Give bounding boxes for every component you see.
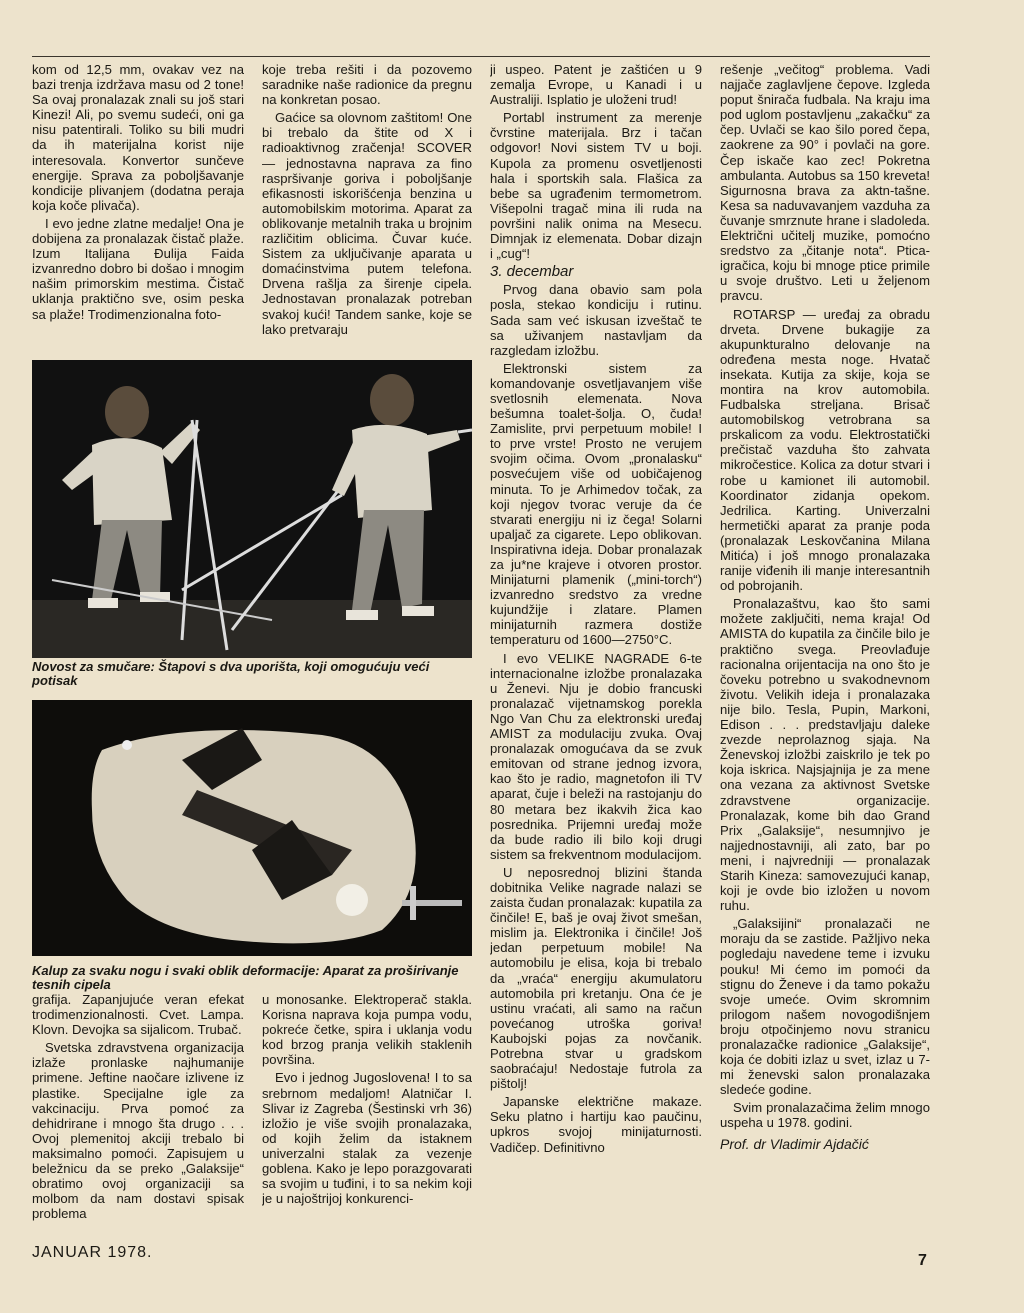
paragraph: I evo VELIKE NAGRADE 6-te internacionalne izložbe pronalazaka u Ženevi. Nju je dobio francuski pronalazač vijetnamskog porekla Ngo Van Chu za elektronski uređaj AMIST za modulaciju zvuka. Ovaj pronalazak omogućava da se zvuk emitovan od strane jednog izvora, kao što je radio, magnetofon ili TV aparat, čuje i beleži na rastojanju do 80 metara bez ikakvih žica kao posrednika. Prijemni uređaj može da bude radio ili bilo koji drugi sistem sa frekventnom modulacijom.	[490, 650, 702, 862]
paragraph: u monosanke. Elektroperač stakla. Korisna naprava koja pumpa vodu, pokreće četke, spira i uklanja vodu kod brzog pranja velikih staklenih površina.	[262, 992, 472, 1068]
paragraph: Elektronski sistem za komandovanje osvetljavanjem više svetlosnih elemenata. Nova bešumna toalet-šolja. O, čuda! Zamislite, prvi perpetuum mobile! I to prve vrste! Prosto ne verujem svojim očima. Ovom „pronalasku“ posvećujem više od uobičajenog minuta. To je Arhimedov točak, za koji njegov tvorac veruje da će stvarati energiju ni iz čega! Solarni upaljač za cigarete. Lepo oblikovan. Inspirativna ideja. Dobar pronalazak za ju*ne krajeve i otvoren prostor. Minijaturni plamenik („mini-torch“) izvanredno sredstvo za vredne kujundžije i zlatare. Plamen minijaturnih razmera dostiže temperaturu od 1600—2750°C.	[490, 360, 702, 648]
paragraph: Prvog dana obavio sam pola posla, stekao kondiciju i rutinu. Sada sam već iskusan izveštač te sa uživanjem nastavljam da razgledam izložbu.	[490, 282, 702, 358]
column-3	[490, 62, 702, 1232]
page-number: 7	[918, 1252, 927, 1269]
date-heading: 3. decembar	[490, 263, 574, 281]
paragraph: „Galaksijini“ pronalazači ne moraju da se zastide. Pažljivo neka pogledaju navedene teme i izvuku pouku! Mi ćemo im pomoći da stignu do Ženeve i da tamo pokažu svoje umeće. Ovim skromnim prilogom našem novogodišnjem broju otpočinjemo novu stranicu pronalazačke radionice „Galaksije“, koja će dobiti izlaz u svet, izlaz u 7-mi ženevski salon pronalazaka sledeće godine.	[720, 916, 930, 1098]
photo-shoe-stretcher	[32, 700, 472, 956]
author-signature: Prof. dr Vladimir Ajdačić	[720, 1135, 869, 1152]
paragraph: kom od 12,5 mm, ovakav vez na bazi trenja izdržava masu od 2 tone! Sa ovaj pronalazak znali su još stari Kinezi! Ali, po svemu sudeći, oni ga nisu patentirali. Toliko su bili mudri da ih materijalna korist nije interesovala. Konvertor sunčeve energije. Sprava za poboljšavanje kondicije plivanjem (dodatna peraja koja koče plivača).	[32, 62, 244, 213]
header-rule	[32, 56, 930, 57]
paragraph: Svim pronalazačima želim mnogo uspeha u 1978. godini.	[720, 1100, 930, 1131]
paragraph: ROTARSP — uređaj za obradu drveta. Drvene bukagije za akupunkturalno delovanje na određena mesta noge. Hvatač insekata. Kutija za skije, koja se montira na krov automobila. Fudbalska streljana. Brisač automobilskog vetrobrana sa prskalicom za vodu. Elektrostatički prečistač vazduha što zahvata mikročestice. Kolica za dotur stvari i robe u kamionet ili automobil. Koordinator zidanja opekom. Jedrilica. Karting. Univerzalni hermetički aparat za pranje poda (pronalazak Leskovčanina Milana Mitića) i još mnogo pronalazaka ranije viđenih ili manje interesantnih od pobrojanih.	[720, 306, 930, 594]
column-1-bottom	[32, 992, 244, 1224]
column-1-top	[32, 62, 244, 325]
photo-caption: Kalup za svaku nogu i svaki oblik deformacije: Aparat za proširivanje tesnih cipela	[32, 963, 459, 992]
paragraph: Evo i jednog Jugoslovena! I to sa srebrnom medaljom! Alatničar I. Slivar iz Zagreba (Šestinski vrh 36) izložio je više svojih pronalazaka, od kojih želim da istaknem univerzalni stalak za vezenje goblena. Kako je lepo porazgovarati sa svojim u tuđini, i to sa nekim koji je u najoštrijoj konkurenci-	[262, 1070, 472, 1207]
issue-date: JANUAR 1978.	[32, 1244, 153, 1261]
paragraph: Portabl instrument za merenje čvrstine materijala. Brz i tačan odgovor! Novi sistem TV u boji. Kupola za promenu osvetljenosti hala i sportskih sala. Flašica za bebe sa ugrađenim termometrom. Višepolni tragač mina ili ruda na površini nalik onima na Mesecu. Dimnjak iz elemenata. Dobar dizajn i „cug“!	[490, 110, 702, 262]
paragraph: Svetska zdravstvena organizacija izlaže pronlaske najhumanije primene. Jeftine naočare izlivene iz plastike. Specijalne igle za vakcinaciju. Prva pomoć za dehidrirane i mnogo šta drugo . . . Ovoj plemenitoj akciji trebalo bi maksimalno pomoći. Zapisujem u beležnicu da se preko „Galaksije“ obratimo ovoj organizaciji sa molbom da nam dostavi spisak problema	[32, 1040, 244, 1222]
paragraph: ji uspeo. Patent je zaštićen u 9 zemalja Evrope, u Kanadi i u Australiji. Isplatio je uloženi trud!	[490, 62, 702, 108]
skier-photo-illustration	[32, 360, 472, 658]
paragraph: U neposrednoj blizini štanda dobitnika Velike nagrade nalazi se zaista čudan pronalazak: kupatila za činčile! E, baš je ovaj život smešan, mislim ja. Elektronika i činčile! Još jedan perpetuum mobile! Na automobilu je elisa, koja bi trebalo da „vraća“ energiju akumulatoru automobila pri kretanju. Ona će je ustinu vraćati, ali samo na račun povećanog utroška goriva! Kaubojski pojas za novčanik. Potrebna stvar u gradskom saobraćaju! Nedostaje futrola za pištolj!	[490, 864, 702, 1092]
column-2-bottom	[262, 992, 472, 1209]
shoe-stretcher-illustration	[32, 700, 472, 956]
paragraph: I evo jedne zlatne medalje! Ona je dobijena za pronalazak čistač plaže. Izum Italijana Đulija Faida izvanredno dobro bi došao i mnogim našim primorskim mestima. Čistač uklanja praktično sve, osim peska sa plaže! Trodimenzionalna foto-	[32, 215, 244, 322]
paragraph: grafija. Zapanjujuće veran efekat trodimenzionalnosti. Cvet. Lampa. Klovn. Devojka sa sijalicom. Trubač.	[32, 992, 244, 1038]
paragraph: Japanske električne makaze. Seku platno i hartiju kao paučinu, upkros svojoj minijaturnosti. Vadičep. Definitivno	[490, 1094, 702, 1155]
photo-skier-poles	[32, 360, 472, 658]
column-2-top	[262, 62, 472, 340]
photo-caption: Novost za smučare: Štapovi s dva uporišta, koji omogućuju veći potisak	[32, 659, 430, 688]
paragraph: Gaćice sa olovnom zaštitom! One bi trebalo da štite od X i radioaktivnog zračenja! SCOVER — jednostavna naprava za fino raspršivanje goriva i poboljšanje efikasnosti iskorišćenja benzina u automobilskim motorima. Aparat za oblikovanje metalnih traka u brojnim različitim oblicima. Čuvar kuće. Sistem za uključivanje aparata u domaćinstvima putem telefona. Drvena rašlja za širenje cipela. Jednostavan pronalazak potreban svakoj kući! Tandem sanke, koje se lako pretvaraju	[262, 110, 472, 337]
paragraph: rešenje „večitog“ problema. Vadi najjače zaglavljene čepove. Izgleda poput šnirača fudbala. Na kraju ima pod uglom postavljenu „zakačku“ za čep. Uvlači se kao šilo pored čepa, zaokrene za 90° i povlači na gore. Čep iskače kao zec! Pokretna ambulanta. Autobus sa 150 kreveta! Sigurnosna brava za aktn-tašne. Kesa sa naduvavanjem vazduha za čuvanje smrznute hrane i sladoleda. Električni učitelj muzike, pomoćno sredstvo za „čitanje nota“. Ptica-igračica, koju bi mnoge ptice primile u svoje društvo. Leti u željenom pravcu.	[720, 62, 930, 304]
paragraph: koje treba rešiti i da pozovemo saradnike naše radionice da pregnu na konkretan posao.	[262, 62, 472, 108]
paragraph: Pronalazaštvu, kao što sami možete zaključiti, nema kraja! Od AMISTA do kupatila za činčile bilo je praktično svega. Preovlađuje racionalna orijentacija na ono što je čoveku potrebno u svakodnevnom životu. Velikih ideja i pronalazaka nije bilo. Tesla, Pupin, Markoni, Edison . . . predstavljaju daleke zvezde neprolaznog sjaja. Na Ženevskoj izložbi zaiskrilo je tek po koja iskrica. Najsjajnija je za mene ona vezana za aktivnost Svetske zdravstvene organizacije. Pronalazak, kome bih dao Grand Prix „Galaksije“, nesumnjivo je najjednostavniji, ali zato, bar po meni, i najvredniji — pronalazak Starih Kineza: samovezujući kanap, koji je ovde bio izložen u novom ruhu.	[720, 596, 930, 914]
column-4	[720, 62, 930, 1192]
